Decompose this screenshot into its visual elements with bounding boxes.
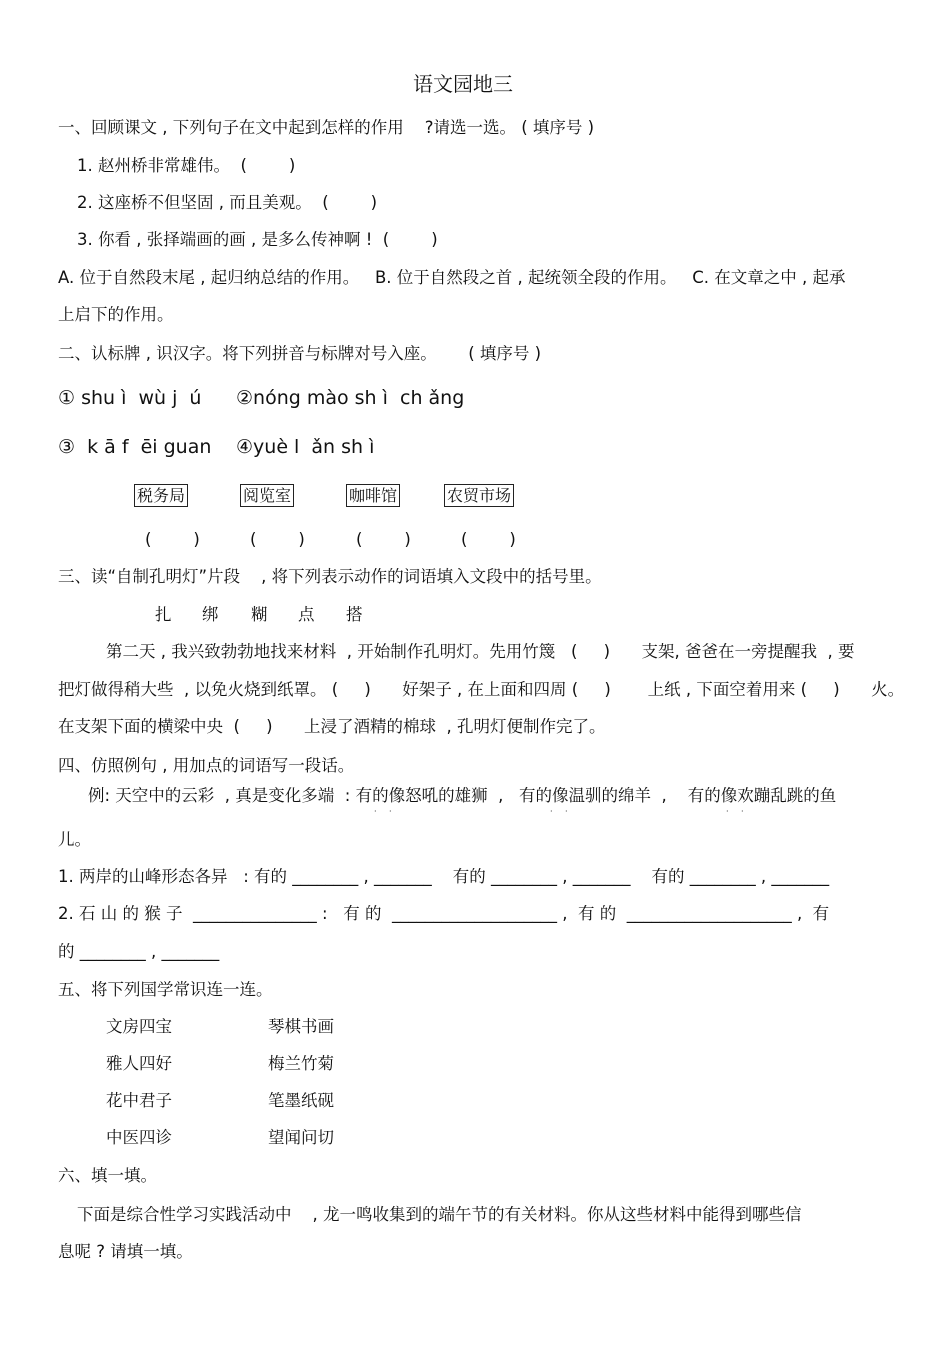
options-line-1: A. 位于自然段末尾 , 起归纳总结的作用。 B. 位于自然段之首 , 起统领全段的作用。 C. 在文章之中 , 起承 [58, 268, 846, 287]
word-dian: 点 [298, 605, 315, 624]
match-left-2: 雅人四好 [106, 1054, 172, 1073]
section-1-heading: 一、回顾课文 , 下列句子在文中起到怎样的作用 ?请选一选。 ( 填序号 ) [58, 118, 595, 137]
section-2-heading: 二、认标牌 , 识汉字。将下列拼音与标牌对号入座。 ( 填序号 ) [58, 344, 542, 363]
sign-farmers-market: 农贸市场 [444, 484, 514, 507]
question-1-3: 3. 你看 , 张择端画的画 , 是多么传神啊 ! ( ) [77, 230, 438, 249]
answer-blank-3: ( ) [356, 530, 411, 549]
section-6-heading: 六、填一填。 [58, 1166, 157, 1185]
word-da: 搭 [346, 605, 363, 624]
example-line-2: 儿。 [58, 830, 91, 849]
passage-line-1: 第二天 , 我兴致勃勃地找来材料 , 开始制作孔明灯。先用竹篾 ( ) 支架, 爸爸在一旁提醒我 , 要 [106, 642, 855, 661]
sign-reading-room: 阅览室 [240, 484, 294, 507]
section-3-heading: 三、读“自制孔明灯”片段 , 将下列表示动作的词语填入文段中的括号里。 [58, 567, 602, 586]
exercise-4-2: 2. 石 山 的 猴 子 _______________ : 有 的 ____________________ , 有 的 ____________________ , 有 [58, 904, 830, 923]
answer-blank-1: ( ) [145, 530, 200, 549]
match-right-4: 望闻问切 [268, 1128, 334, 1147]
word-bang: 绑 [202, 605, 219, 624]
emphasis-dot: · [565, 807, 568, 816]
emphasis-dot: · [550, 807, 553, 816]
answer-blank-2: ( ) [250, 530, 305, 549]
exercise-4-2-cont: 的 ________ , _______ [58, 942, 220, 961]
section-6-line-1: 下面是综合性学习实践活动中 , 龙一鸣收集到的端午节的有关材料。你从这些材料中能得到哪些信 [77, 1205, 802, 1224]
pinyin-1: ① shu ì wù j ú [58, 387, 202, 409]
match-left-1: 文房四宝 [106, 1017, 172, 1036]
pinyin-3: ③ k ā f ēi guan [58, 436, 212, 458]
match-left-4: 中医四诊 [106, 1128, 172, 1147]
emphasis-dot: · [374, 807, 377, 816]
options-line-2: 上启下的作用。 [58, 305, 174, 324]
emphasis-dot: · [389, 807, 392, 816]
sign-tax-bureau: 税务局 [134, 484, 188, 507]
match-left-3: 花中君子 [106, 1091, 172, 1110]
match-right-1: 琴棋书画 [268, 1017, 334, 1036]
match-right-3: 笔墨纸砚 [268, 1091, 334, 1110]
emphasis-dot: · [726, 807, 729, 816]
word-hu: 糊 [251, 605, 268, 624]
page-title: 语文园地三 [413, 72, 513, 96]
question-1-1: 1. 赵州桥非常雄伟。 ( ) [77, 156, 296, 175]
pinyin-4: ④yuè l ǎn sh ì [236, 436, 375, 458]
passage-line-3: 在支架下面的横梁中央 ( ) 上浸了酒精的棉球 , 孔明灯便制作完了。 [58, 717, 606, 736]
emphasis-dot: · [741, 807, 744, 816]
match-right-2: 梅兰竹菊 [268, 1054, 334, 1073]
section-4-heading: 四、仿照例句 , 用加点的词语写一段话。 [58, 756, 355, 775]
example-line-1: 例: 天空中的云彩 , 真是变化多端 : 有的像怒吼的雄狮 , 有的像温驯的绵羊 , 有的像欢蹦乱跳的鱼 [88, 786, 837, 805]
question-1-2: 2. 这座桥不但坚固 , 而且美观。 ( ) [77, 193, 378, 212]
answer-blank-4: ( ) [461, 530, 516, 549]
pinyin-2: ②nóng mào sh ì ch ǎng [236, 387, 465, 409]
section-5-heading: 五、将下列国学常识连一连。 [58, 980, 273, 999]
sign-cafe: 咖啡馆 [346, 484, 400, 507]
section-6-line-2: 息呢 ? 请填一填。 [58, 1242, 193, 1261]
word-za: 扎 [155, 605, 172, 624]
passage-line-2: 把灯做得稍大些 , 以免火烧到纸罩。 ( ) 好架子 , 在上面和四周 ( ) 上纸 , 下面空着用来 ( ) 火。 [58, 680, 905, 699]
exercise-4-1: 1. 两岸的山峰形态各异 : 有的 ________ , _______ 有的 ________ , _______ 有的 ________ , _______ [58, 867, 830, 886]
